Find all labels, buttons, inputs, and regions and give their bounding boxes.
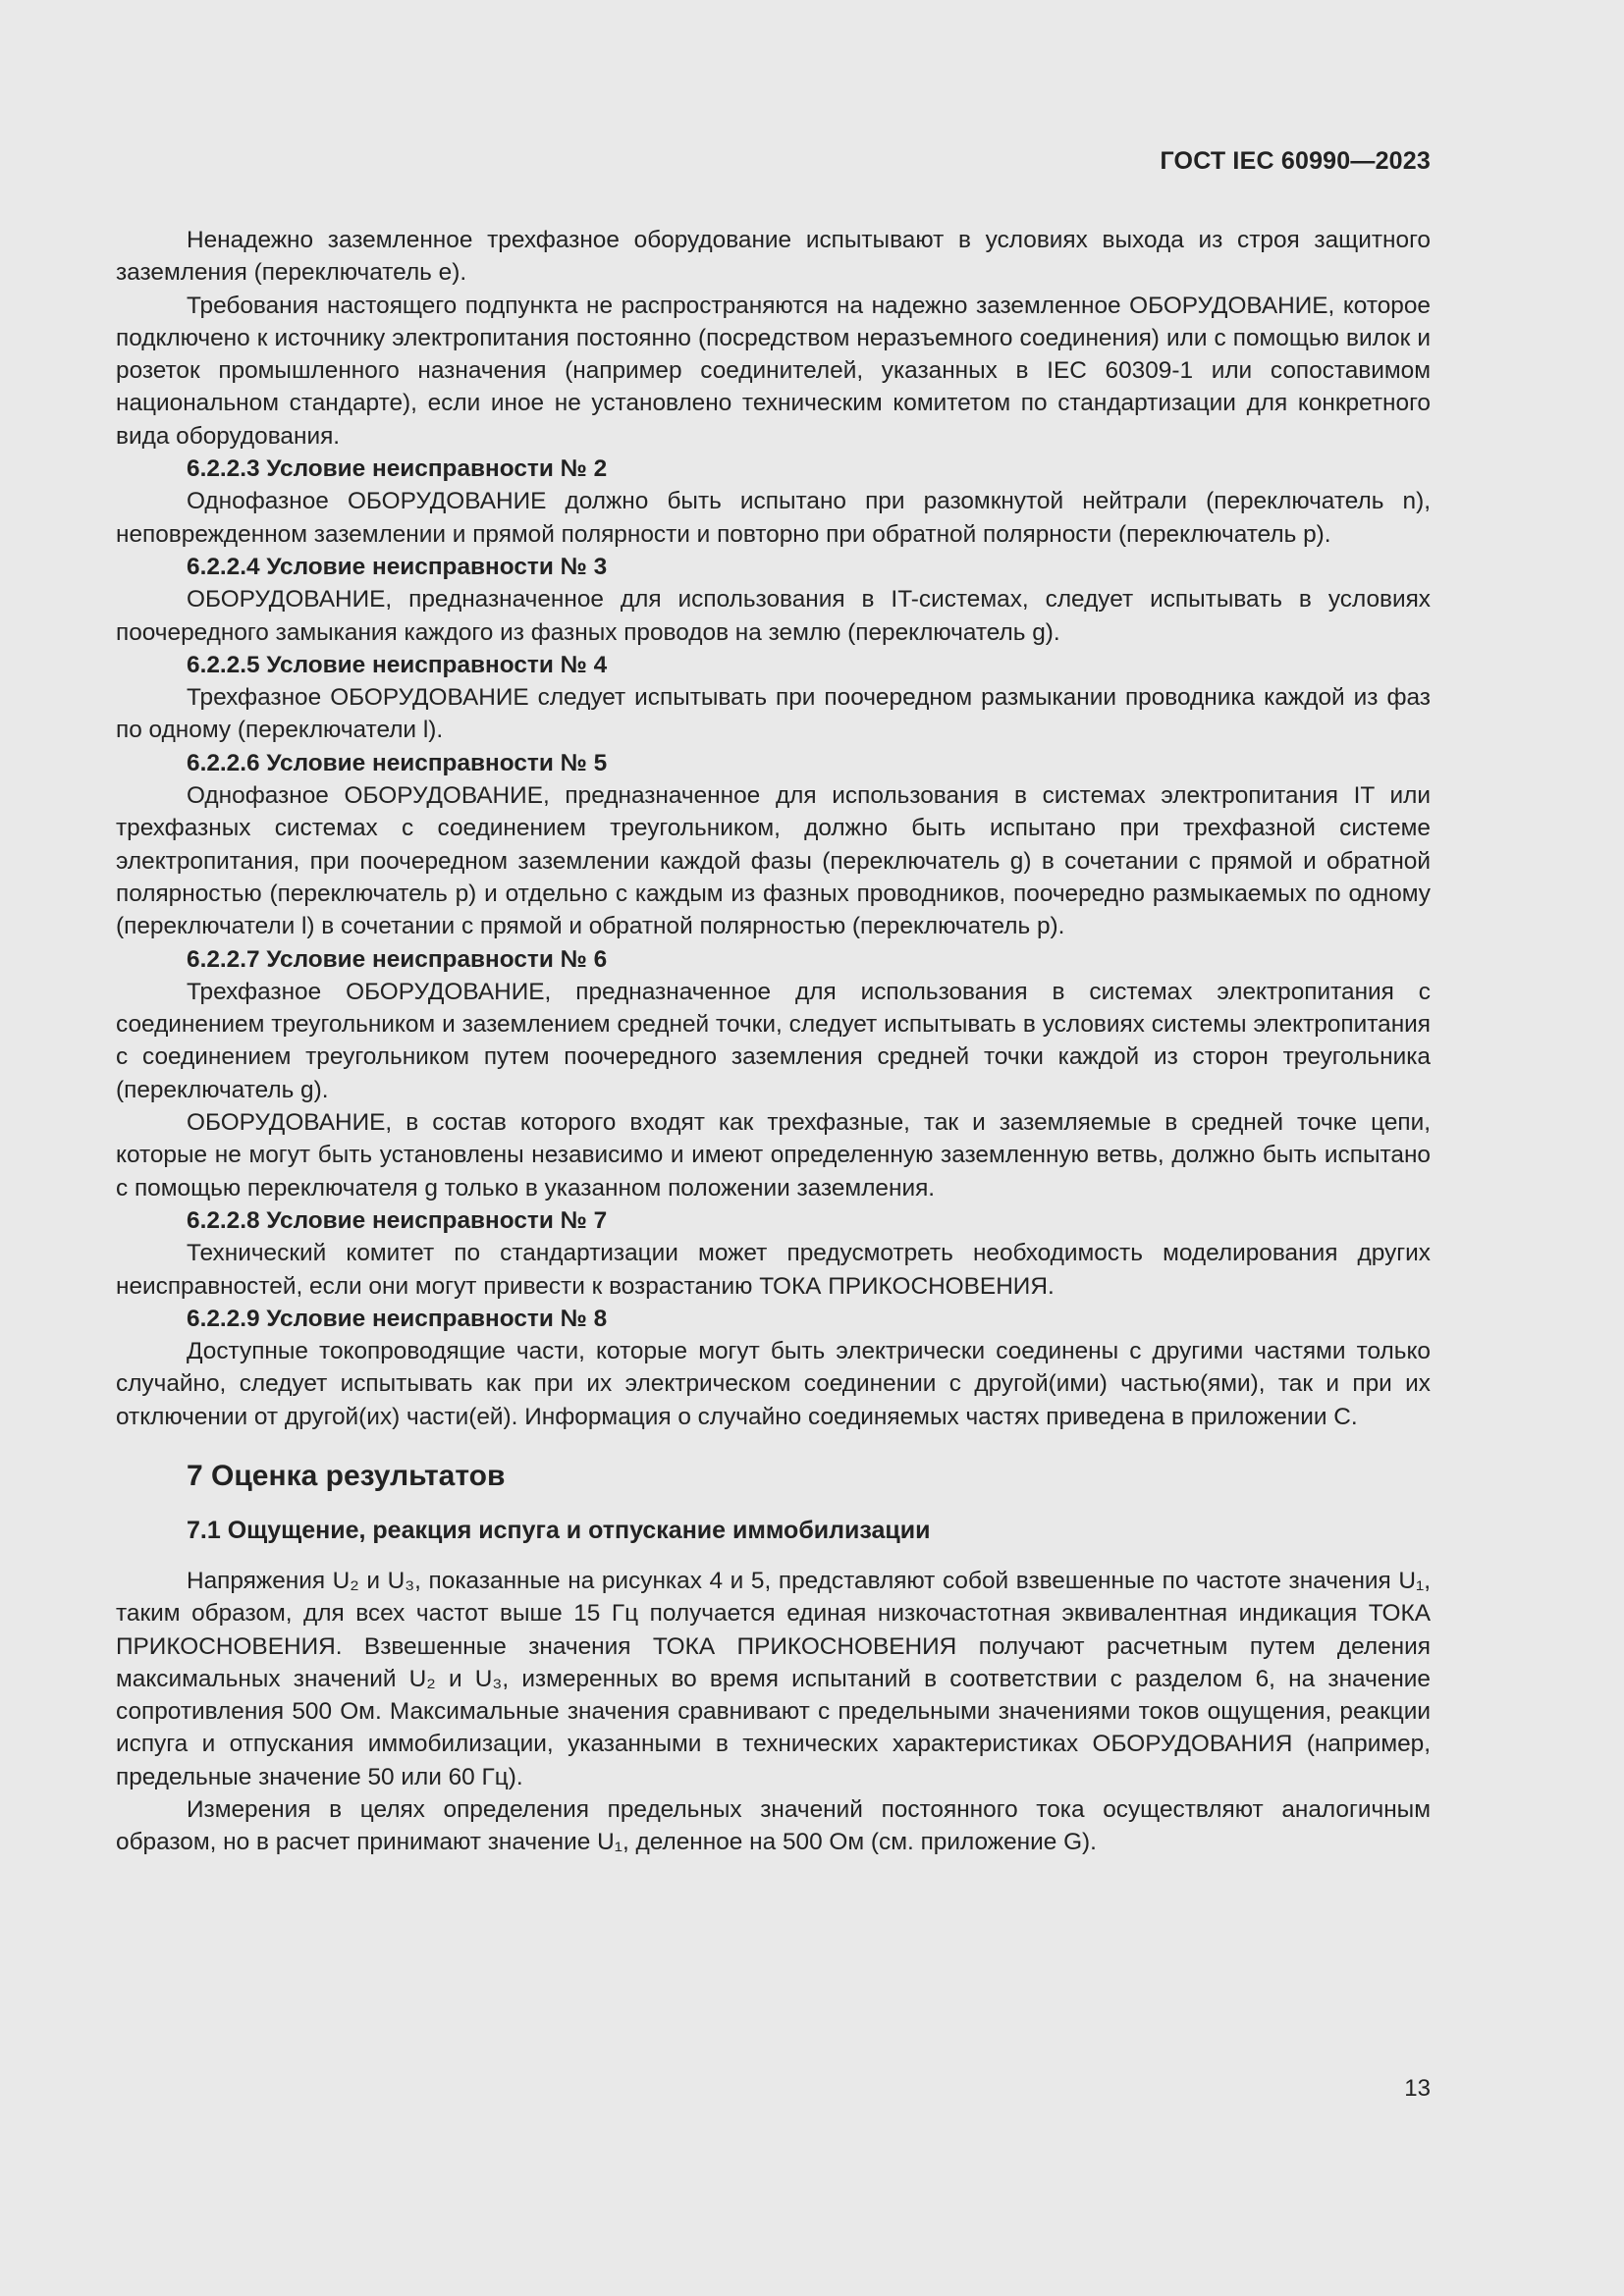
clause-heading: 6.2.2.7 Условие неисправности № 6 bbox=[187, 945, 608, 973]
page-number: 13 bbox=[1404, 2075, 1431, 2102]
body-paragraph: Технический комитет по стандартизации может предусмотреть необходимость моделирования других неисправностей, если они могут привести к возрастанию ТОКА ПРИКОСНОВЕНИЯ. bbox=[116, 1240, 1431, 1300]
clause-heading: 6.2.2.5 Условие неисправности № 4 bbox=[187, 651, 608, 678]
document-id-header: ГОСТ IEC 60990—2023 bbox=[1160, 147, 1431, 175]
body-paragraph: Ненадежно заземленное трехфазное оборудование испытывают в условиях выхода из строя защитного заземления (переключатель e). bbox=[116, 227, 1431, 287]
body-paragraph: Измерения в целях определения предельных значений постоянного тока осуществляют аналогичным образом, но в расчет принимают значение U₁, деленное на 500 Ом (см. приложение G). bbox=[116, 1796, 1431, 1856]
body-paragraph: Доступные токопроводящие части, которые могут быть электрически соединены с другими частями только случайно, следует испытывать как при их электрическом соединении с другой(ими) частью(ями), так и при их отключении от другой(их) части(ей). Информация о случайно соединяемых частях приведена в приложении С. bbox=[116, 1338, 1431, 1430]
body-paragraph: Однофазное ОБОРУДОВАНИЕ должно быть испытано при разомкнутой нейтрали (переключатель n), неповрежденном заземлении и прямой полярности и повторно при обратной полярности (переключатель p). bbox=[116, 488, 1431, 548]
clause-heading: 6.2.2.9 Условие неисправности № 8 bbox=[187, 1305, 608, 1332]
body-paragraph: Трехфазное ОБОРУДОВАНИЕ, предназначенное для использования в системах электропитания с соединением треугольником и заземлением средней точки, следует испытывать в условиях системы электропитания с соединением треугольником путем поочередного заземления средней точки каждой из сторон треугольника (переключатель g). bbox=[116, 978, 1431, 1103]
body-paragraph: ОБОРУДОВАНИЕ, предназначенное для использования в IT-системах, следует испытывать в условиях поочередного замыкания каждого из фазных проводов на землю (переключатель g). bbox=[116, 586, 1431, 646]
body-paragraph: Требования настоящего подпункта не распространяются на надежно заземленное ОБОРУДОВАНИЕ, которое подключено к источнику электропитания постоянно (посредством неразъемного соединения) или с помощью вилок и розеток промышленного назначения (например соединителей, указанных в IEC 60309-1 или сопоставимом национальном стандарте), если иное не установлено техническим комитетом по стандартизации для конкретного вида оборудования. bbox=[116, 292, 1431, 450]
clause-heading: 6.2.2.4 Условие неисправности № 3 bbox=[187, 553, 608, 580]
body-paragraph: Напряжения U₂ и U₃, показанные на рисунках 4 и 5, представляют собой взвешенные по частоте значения U₁, таким образом, для всех частот выше 15 Гц получается единая низкочастотная эквивалентная индикация ТОКА ПРИКОСНОВЕНИЯ. Взвешенные значения ТОКА ПРИКОСНОВЕНИЯ получают расчетным путем деления максимальных значений U₂ и U₃, измеренных во время испытаний в соответствии с разделом 6, на значение сопротивления 500 Ом. Максимальные значения сравнивают с предельными значениями токов ощущения, реакции испуга и отпускания иммобилизации, указанными в технических характеристиках ОБОРУДОВАНИЯ (например, предельные значение 50 или 60 Гц). bbox=[116, 1567, 1431, 1790]
body-paragraph: Трехфазное ОБОРУДОВАНИЕ следует испытывать при поочередном размыкании проводника каждой из фаз по одному (переключатели l). bbox=[116, 684, 1431, 744]
clause-heading: 6.2.2.3 Условие неисправности № 2 bbox=[187, 455, 608, 483]
subsection-heading: 7.1 Ощущение, реакция испуга и отпускание иммобилизации bbox=[187, 1516, 931, 1544]
clause-heading: 6.2.2.8 Условие неисправности № 7 bbox=[187, 1206, 608, 1234]
clause-heading: 6.2.2.6 Условие неисправности № 5 bbox=[187, 749, 608, 776]
section-heading: 7 Оценка результатов bbox=[187, 1459, 506, 1492]
body-paragraph: ОБОРУДОВАНИЕ, в состав которого входят как трехфазные, так и заземляемые в средней точке цепи, которые не могут быть установлены независимо и имеют определенную заземленную ветвь, должно быть испытано с помощью переключателя g только в указанном положении заземления. bbox=[116, 1109, 1431, 1201]
document-body bbox=[116, 224, 1431, 1859]
body-paragraph: Однофазное ОБОРУДОВАНИЕ, предназначенное для использования в системах электропитания IT или трехфазных системах с соединением треугольником, должно быть испытано при трехфазной системе электропитания, при поочередном заземлении каждой фазы (переключатель g) в сочетании с прямой и обратной полярностью (переключатель p) и отдельно с каждым из фазных проводников, поочередно размыкаемых по одному (переключатели l) в сочетании с прямой и обратной полярностью (переключатель p). bbox=[116, 782, 1431, 940]
